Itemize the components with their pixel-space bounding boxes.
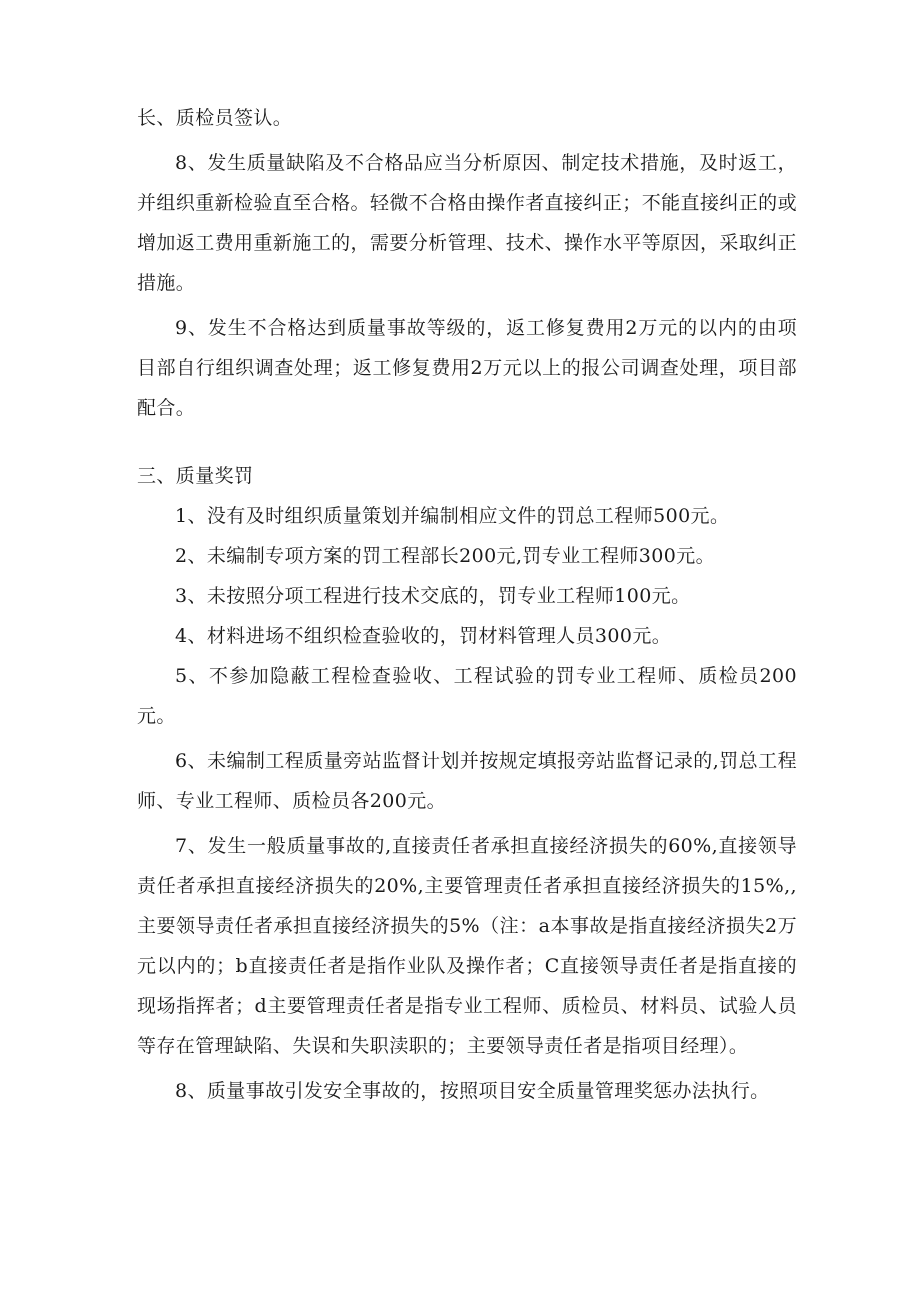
list-item-6: 6、未编制工程质量旁站监督计划并按规定填报旁站监督记录的,罚总工程师、专业工程师、质检员各200元。 — [137, 750, 797, 812]
list-item-1: 1、没有及时组织质量策划并编制相应文件的罚总工程师500元。 — [175, 505, 730, 527]
list-item-5: 5、不参加隐蔽工程检查验收、工程试验的罚专业工程师、质检员200元。 — [137, 665, 797, 727]
list-item-2: 2、未编制专项方案的罚工程部长200元,罚专业工程师300元。 — [175, 545, 716, 567]
section-heading: 三、质量奖罚 — [137, 465, 254, 487]
list-item-4: 4、材料进场不组织检查验收的，罚材料管理人员300元。 — [175, 625, 672, 647]
paragraph-item-8: 8、发生质量缺陷及不合格品应当分析原因、制定技术措施，及时返工，并组织重新检验直至合格。轻微不合格由操作者直接纠正；不能直接纠正的或增加返工费用重新施工的，需要分析管理、技术、操作水平等原因，采取纠正措施。 — [137, 152, 797, 294]
list-item-3: 3、未按照分项工程进行技术交底的，罚专业工程师100元。 — [175, 585, 691, 607]
document-body — [137, 98, 797, 1111]
list-item-8: 8、质量事故引发安全事故的，按照项目安全质量管理奖惩办法执行。 — [175, 1080, 770, 1102]
paragraph-item-9: 9、发生不合格达到质量事故等级的，返工修复费用2万元的以内的由项目部自行组织调查处理；返工修复费用2万元以上的报公司调查处理，项目部配合。 — [137, 317, 797, 419]
paragraph-continuation: 长、质检员签认。 — [137, 107, 293, 129]
list-item-7: 7、发生一般质量事故的,直接责任者承担直接经济损失的60%,直接领导责任者承担直接经济损失的20%,主要管理责任者承担直接经济损失的15%,,主要领导责任者承担直接经济损失的5%（注：a本事故是指直接经济损失2万元以内的；b直接责任者是指作业队及操作者；C直接领导责任者是指直接的现场指挥者；d主要管理责任者是指专业工程师、质检员、材料员、试验人员等存在管理缺陷、失误和失职渎职的；主要领导责任者是指项目经理）。 — [137, 835, 797, 1057]
